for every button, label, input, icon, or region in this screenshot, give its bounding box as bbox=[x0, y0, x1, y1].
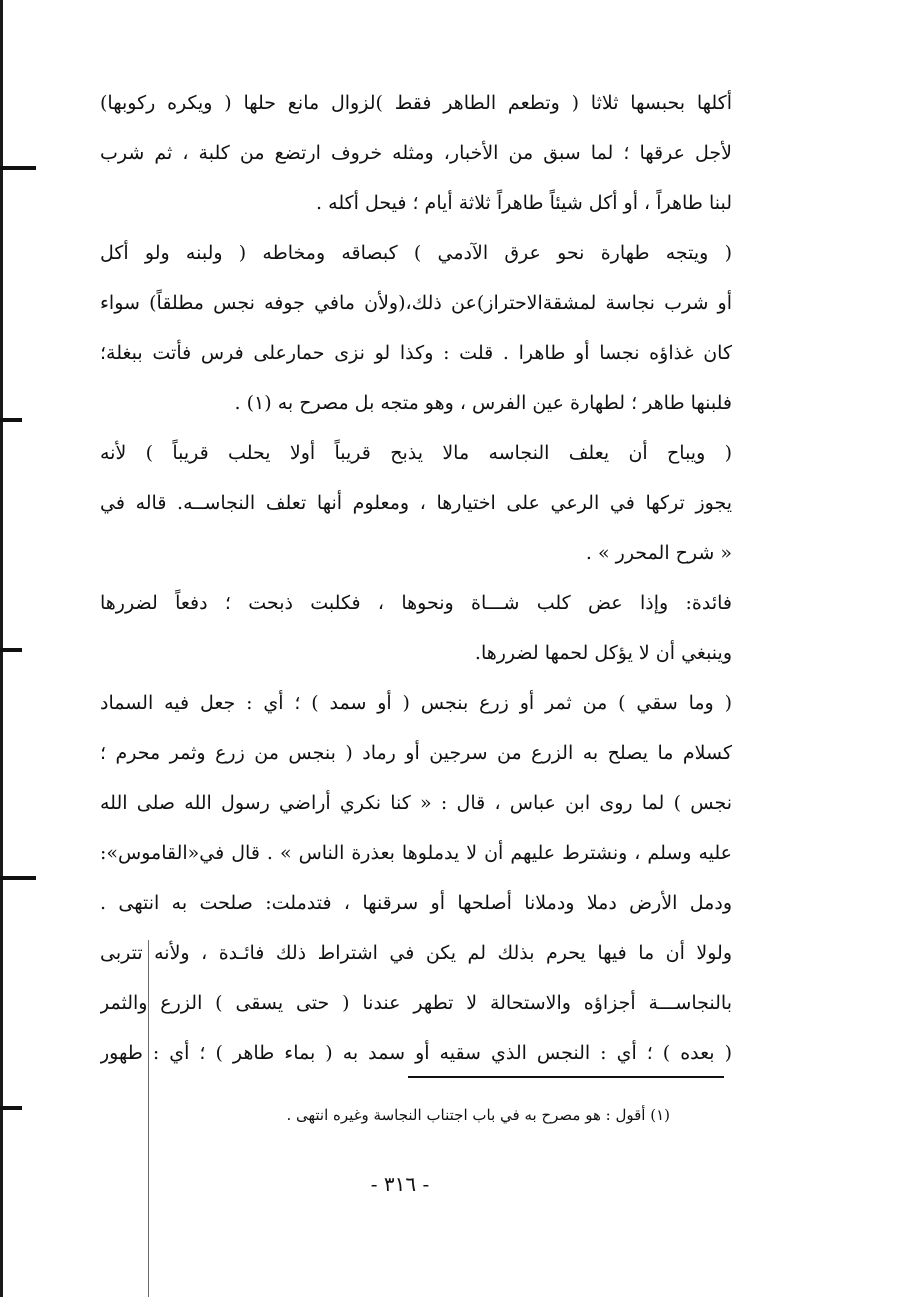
text-line: وينبغي أن لا يؤكل لحمها لضررها. bbox=[474, 642, 732, 664]
footnote: (١) أقول : هو مصرح به في باب اجتناب النجاسة وغيره انتهى . bbox=[286, 1106, 670, 1124]
text-line: ( ويتجه طهارة نحو عرق الآدمي ) كبصاقه ومخاطه ( ولبنه ولو أكل bbox=[100, 242, 732, 264]
text-line: فائدة: وإذا عض كلب شـــاة ونحوها ، فكلبت ذبحت ؛ دفعاً لضررها bbox=[100, 592, 732, 614]
text-line: ( وما سقي ) من ثمر أو زرع بنجس ( أو سمد ) ؛ أي : جعل فيه السماد bbox=[100, 692, 732, 714]
text-line: ولولا أن ما فيها يحرم بذلك لم يكن في اشتراط ذلك فائـدة ، ولأنه تتربى bbox=[100, 942, 732, 964]
margin-tab-mark bbox=[0, 876, 36, 880]
text-line: ( بعده ) ؛ أي : النجس الذي سقيه أو سمد به ( بماء طاهر ) ؛ أي : طهور bbox=[100, 1042, 732, 1064]
margin-tab-mark bbox=[0, 166, 36, 170]
text-line: « شرح المحرر » . bbox=[585, 542, 732, 564]
text-line: نجس ) لما روى ابن عباس ، قال : « كنا نكري أراضي رسول الله صلى الله bbox=[100, 792, 732, 814]
text-line: لبنا طاهراً ، أو أكل شيئاً طاهراً ثلاثة أيام ؛ فيحل أكله . bbox=[316, 192, 732, 214]
text-line: كسلام ما يصلح به الزرع من سرجين أو رماد ( بنجس من زرع وثمر محرم ؛ bbox=[100, 742, 732, 764]
text-line: أو شرب نجاسة لمشقةالاحتراز)عن ذلك،(ولأن مافي جوفه نجس مطلقاً) سواء bbox=[100, 292, 732, 314]
footnote-separator bbox=[408, 1076, 724, 1078]
text-line: بالنجاســـة أجزاؤه والاستحالة لا تطهر عندنا ( حتى يسقى ) الزرع والثمر bbox=[100, 992, 732, 1014]
text-line: ودمل الأرض دملا ودملانا أصلحها أو سرقنها ، فتدملت: صلحت به انتهى . bbox=[100, 892, 732, 914]
margin-tab-mark bbox=[0, 418, 22, 422]
text-line: كان غذاؤه نجسا أو طاهرا . قلت : وكذا لو نزى حمارعلى فرس فأتت ببغلة؛ bbox=[100, 342, 732, 364]
text-line: أكلها بحبسها ثلاثا ( وتطعم الطاهر فقط )لزوال مانع حلها ( ويكره ركوبها) bbox=[100, 92, 732, 114]
main-text-block bbox=[100, 78, 732, 1078]
text-line: فلبنها طاهر ؛ لطهارة عين الفرس ، وهو متجه بل مصرح به (١) . bbox=[234, 392, 732, 414]
text-line: لأجل عرقها ؛ لما سبق من الأخبار، ومثله خروف ارتضع من كلبة ، ثم شرب bbox=[100, 142, 732, 164]
margin-tab-mark bbox=[0, 1106, 22, 1110]
text-line: يجوز تركها في الرعي على اختيارها ، ومعلوم أنها تعلف النجاســه. قاله في bbox=[100, 492, 732, 514]
text-line: ( ويباح أن يعلف النجاسه مالا يذبح قريباً أولا يحلب قريباً ) لأنه bbox=[100, 442, 732, 464]
margin-tab-mark bbox=[0, 648, 22, 652]
text-line: عليه وسلم ، ونشترط عليهم أن لا يدملوها بعذرة الناس » . قال في«القاموس»: bbox=[100, 842, 732, 864]
page-number: - ٣١٦ - bbox=[370, 1172, 430, 1196]
